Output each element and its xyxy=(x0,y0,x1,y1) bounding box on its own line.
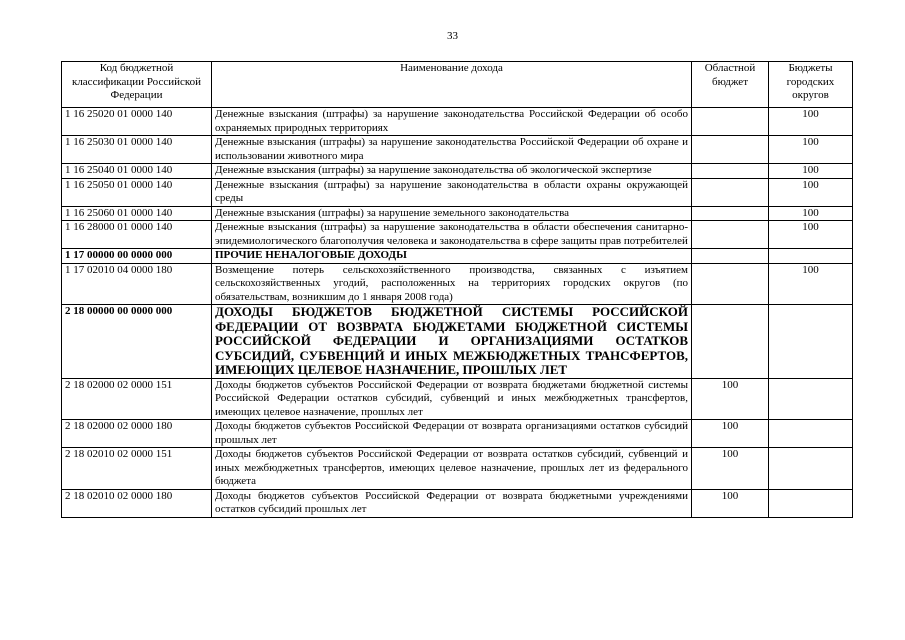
table-row xyxy=(62,378,853,420)
row-regional: 100 xyxy=(692,489,769,517)
table-row xyxy=(62,108,853,136)
row-code: 2 18 02000 02 0000 180 xyxy=(62,420,212,448)
row-regional xyxy=(692,206,769,221)
row-name: Денежные взыскания (штрафы) за нарушение законодательства в области охраны окружающей среды xyxy=(212,178,692,206)
header-code: Код бюджетной классификации Российской Федерации xyxy=(62,62,212,108)
table-row xyxy=(62,164,853,179)
row-code: 1 16 28000 01 0000 140 xyxy=(62,221,212,249)
row-name: Доходы бюджетов субъектов Российской Федерации от возврата бюджетами бюджетной системы Российской Федерации остатков субсидий, субвенций и иных межбюджетных трансфертов, имеющих целевое назначение, прошлых лет xyxy=(212,378,692,420)
table-row xyxy=(62,263,853,305)
table-row xyxy=(62,206,853,221)
row-city: 100 xyxy=(769,164,853,179)
row-code: 1 17 00000 00 0000 000 xyxy=(62,249,212,264)
row-code: 1 17 02010 04 0000 180 xyxy=(62,263,212,305)
row-name: Возмещение потерь сельскохозяйственного производства, связанных с изъятием сельскохозяйственных угодий, расположенных на территориях городских округов (по обязательствам, возникшим до 1 января 2008 года) xyxy=(212,263,692,305)
row-name: ПРОЧИЕ НЕНАЛОГОВЫЕ ДОХОДЫ xyxy=(212,249,692,264)
row-city: 100 xyxy=(769,221,853,249)
row-regional xyxy=(692,108,769,136)
row-regional: 100 xyxy=(692,448,769,490)
row-name: Доходы бюджетов субъектов Российской Федерации от возврата остатков субсидий, субвенций и иных межбюджетных трансфертов, имеющих целевое назначение, прошлых лет из федерального бюджета xyxy=(212,448,692,490)
row-regional xyxy=(692,136,769,164)
header-regional: Областной бюджет xyxy=(692,62,769,108)
header-name: Наименование дохода xyxy=(212,62,692,108)
table-row xyxy=(62,221,853,249)
revenue-table xyxy=(61,61,853,518)
row-regional xyxy=(692,305,769,379)
table-header-row xyxy=(62,62,853,108)
row-city xyxy=(769,420,853,448)
row-regional xyxy=(692,221,769,249)
table-row xyxy=(62,420,853,448)
row-regional xyxy=(692,178,769,206)
row-code: 1 16 25020 01 0000 140 xyxy=(62,108,212,136)
row-code: 2 18 02010 02 0000 180 xyxy=(62,489,212,517)
row-city xyxy=(769,305,853,379)
row-regional xyxy=(692,249,769,264)
row-city: 100 xyxy=(769,136,853,164)
table-row xyxy=(62,448,853,490)
row-city xyxy=(769,249,853,264)
row-code: 2 18 02000 02 0000 151 xyxy=(62,378,212,420)
table-row xyxy=(62,136,853,164)
row-name: Денежные взыскания (штрафы) за нарушение законодательства в области обеспечения санитарно-эпидемиологического благополучия человека и законодательства в сфере защиты прав потребителей xyxy=(212,221,692,249)
row-regional xyxy=(692,164,769,179)
row-city xyxy=(769,448,853,490)
table-row-section xyxy=(62,249,853,264)
row-city: 100 xyxy=(769,206,853,221)
row-name: Денежные взыскания (штрафы) за нарушение земельного законодательства xyxy=(212,206,692,221)
row-name: ДОХОДЫ БЮДЖЕТОВ БЮДЖЕТНОЙ СИСТЕМЫ РОССИЙСКОЙ ФЕДЕРАЦИИ ОТ ВОЗВРАТА БЮДЖЕТАМИ БЮДЖЕТНОЙ СИСТЕМЫ РОССИЙСКОЙ ФЕДЕРАЦИИ И ОРГАНИЗАЦИЯМИ ОСТАТКОВ СУБСИДИЙ, СУБВЕНЦИЙ И ИНЫХ МЕЖБЮДЖЕТНЫХ ТРАНСФЕРТОВ, ИМЕЮЩИХ ЦЕЛЕВОЕ НАЗНАЧЕНИЕ, ПРОШЛЫХ ЛЕТ xyxy=(212,305,692,379)
row-regional: 100 xyxy=(692,420,769,448)
row-name: Денежные взыскания (штрафы) за нарушение законодательства Российской Федерации об охране и использовании животного мира xyxy=(212,136,692,164)
row-name: Доходы бюджетов субъектов Российской Федерации от возврата организациями остатков субсидий прошлых лет xyxy=(212,420,692,448)
row-code: 1 16 25060 01 0000 140 xyxy=(62,206,212,221)
table-row xyxy=(62,178,853,206)
table-row xyxy=(62,489,853,517)
row-code: 1 16 25040 01 0000 140 xyxy=(62,164,212,179)
row-city xyxy=(769,489,853,517)
row-name: Денежные взыскания (штрафы) за нарушение законодательства Российской Федерации об особо охраняемых природных территориях xyxy=(212,108,692,136)
table-row-section xyxy=(62,305,853,379)
row-name: Доходы бюджетов субъектов Российской Федерации от возврата бюджетными учреждениями остатков субсидий прошлых лет xyxy=(212,489,692,517)
row-code: 1 16 25030 01 0000 140 xyxy=(62,136,212,164)
row-city: 100 xyxy=(769,178,853,206)
row-name: Денежные взыскания (штрафы) за нарушение законодательства об экологической экспертизе xyxy=(212,164,692,179)
row-code: 1 16 25050 01 0000 140 xyxy=(62,178,212,206)
page-number: 33 xyxy=(447,30,458,42)
row-city xyxy=(769,378,853,420)
row-city: 100 xyxy=(769,263,853,305)
row-regional xyxy=(692,263,769,305)
row-regional: 100 xyxy=(692,378,769,420)
row-city: 100 xyxy=(769,108,853,136)
row-code: 2 18 00000 00 0000 000 xyxy=(62,305,212,379)
header-city: Бюджеты городских округов xyxy=(769,62,853,108)
row-code: 2 18 02010 02 0000 151 xyxy=(62,448,212,490)
